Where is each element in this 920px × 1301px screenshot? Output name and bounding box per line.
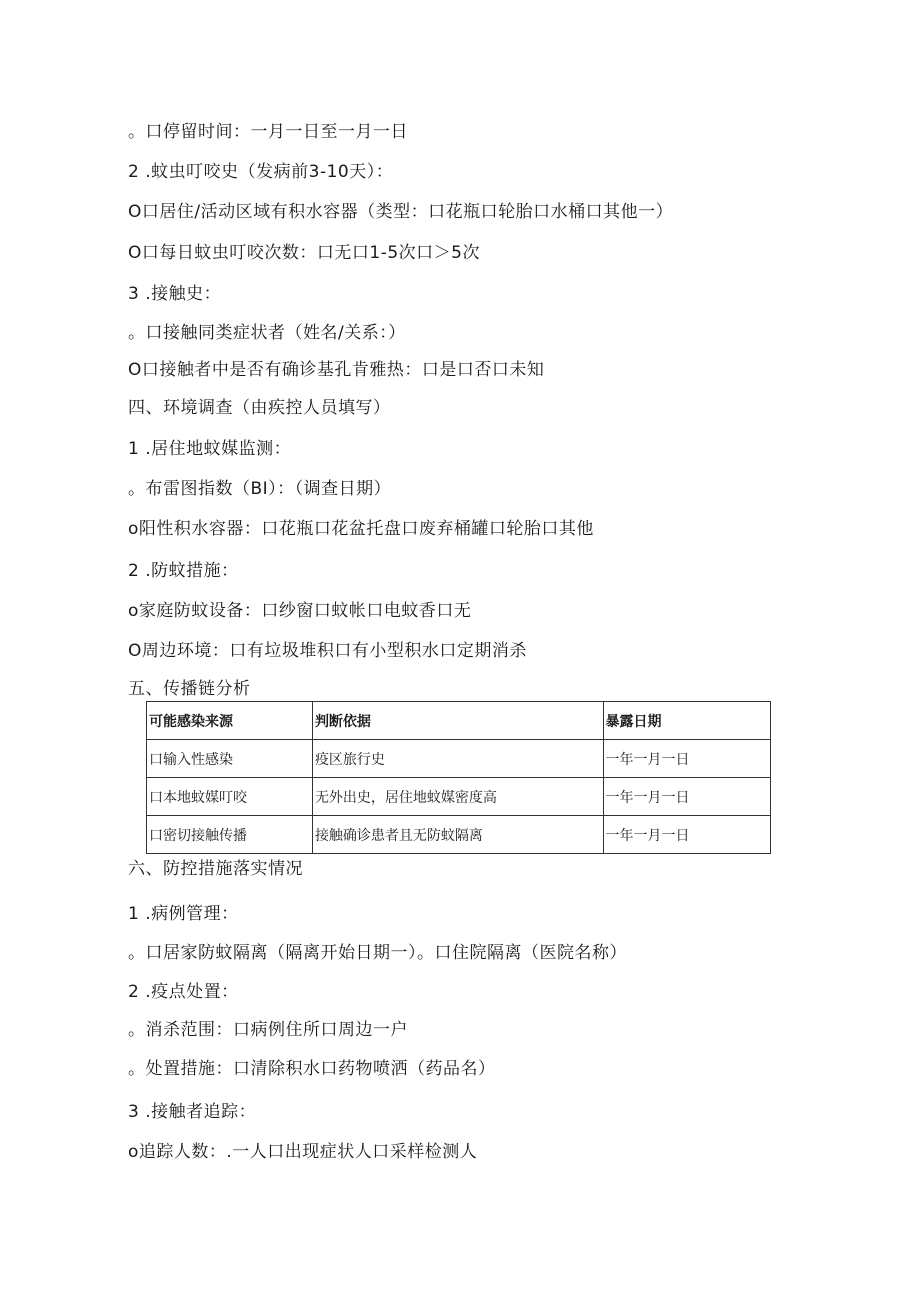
line-11: o阳性积水容器：口花瓶口花盆托盘口废弃桶罐口轮胎口其他 <box>128 519 594 539</box>
table-cell: 口本地蚊媒叮咬 <box>147 778 313 816</box>
line-22: 3 .接触者追踪： <box>128 1102 257 1122</box>
line-23: o追踪人数：.一人口出现症状人口采样检测人 <box>128 1142 478 1162</box>
line-6: 。口接触同类症状者（姓名/关系：） <box>128 323 406 343</box>
line-14: O周边环境：口有垃圾堆积口有小型积水口定期消杀 <box>128 641 527 661</box>
line-5: 3 .接触史： <box>128 284 222 304</box>
table-cell: 一年一月一日 <box>603 778 770 816</box>
table-cell: 接触确诊患者且无防蚊隔离 <box>312 816 603 854</box>
table-cell: 无外出史，居住地蚊媒密度高 <box>312 778 603 816</box>
table-header-cell: 暴露日期 <box>603 702 770 740</box>
section-6-heading: 六、防控措施落实情况 <box>128 859 303 879</box>
line-21: 。处置措施：口清除积水口药物喷洒（药品名） <box>128 1059 496 1079</box>
line-9: 1 .居住地蚊媒监测： <box>128 439 292 459</box>
line-7: O口接触者中是否有确诊基孔肯雅热：口是口否口未知 <box>128 360 545 380</box>
line-4: O口每日蚊虫叮咬次数：口无口1-5次口＞5次 <box>128 243 480 263</box>
section-5-heading: 五、传播链分析 <box>128 679 251 699</box>
transmission-chain-table <box>146 701 771 854</box>
line-3: O口居住/活动区域有积水容器（类型：口花瓶口轮胎口水桶口其他一） <box>128 202 674 222</box>
table-cell: 一年一月一日 <box>603 816 770 854</box>
line-18: 。口居家防蚊隔离（隔离开始日期一）。口住院隔离（医院名称） <box>128 943 627 963</box>
line-19: 2 .疫点处置： <box>128 982 239 1002</box>
line-17: 1 .病例管理： <box>128 904 239 924</box>
table-header-cell: 可能感染来源 <box>147 702 313 740</box>
line-20: 。消杀范围：口病例住所口周边一户 <box>128 1020 408 1040</box>
table-cell: 一年一月一日 <box>603 740 770 778</box>
table-cell: 口密切接触传播 <box>147 816 313 854</box>
table-row <box>147 778 771 816</box>
table-header-row <box>147 702 771 740</box>
table-cell: 口输入性感染 <box>147 740 313 778</box>
line-12: 2 .防蚊措施： <box>128 561 239 581</box>
line-10: 。布雷图指数（BI）：（调查日期） <box>128 479 392 499</box>
line-2: 2 .蚊虫叮咬史（发病前3-10天）： <box>128 162 394 182</box>
table-header-cell: 判断依据 <box>312 702 603 740</box>
line-13: o家庭防蚊设备：口纱窗口蚊帐口电蚊香口无 <box>128 601 472 621</box>
table-row <box>147 740 771 778</box>
section-4-heading: 四、环境调查（由疾控人员填写） <box>128 398 391 418</box>
line-1: 。口停留时间：一月一日至一月一日 <box>128 122 408 142</box>
table-row <box>147 816 771 854</box>
table-cell: 疫区旅行史 <box>312 740 603 778</box>
